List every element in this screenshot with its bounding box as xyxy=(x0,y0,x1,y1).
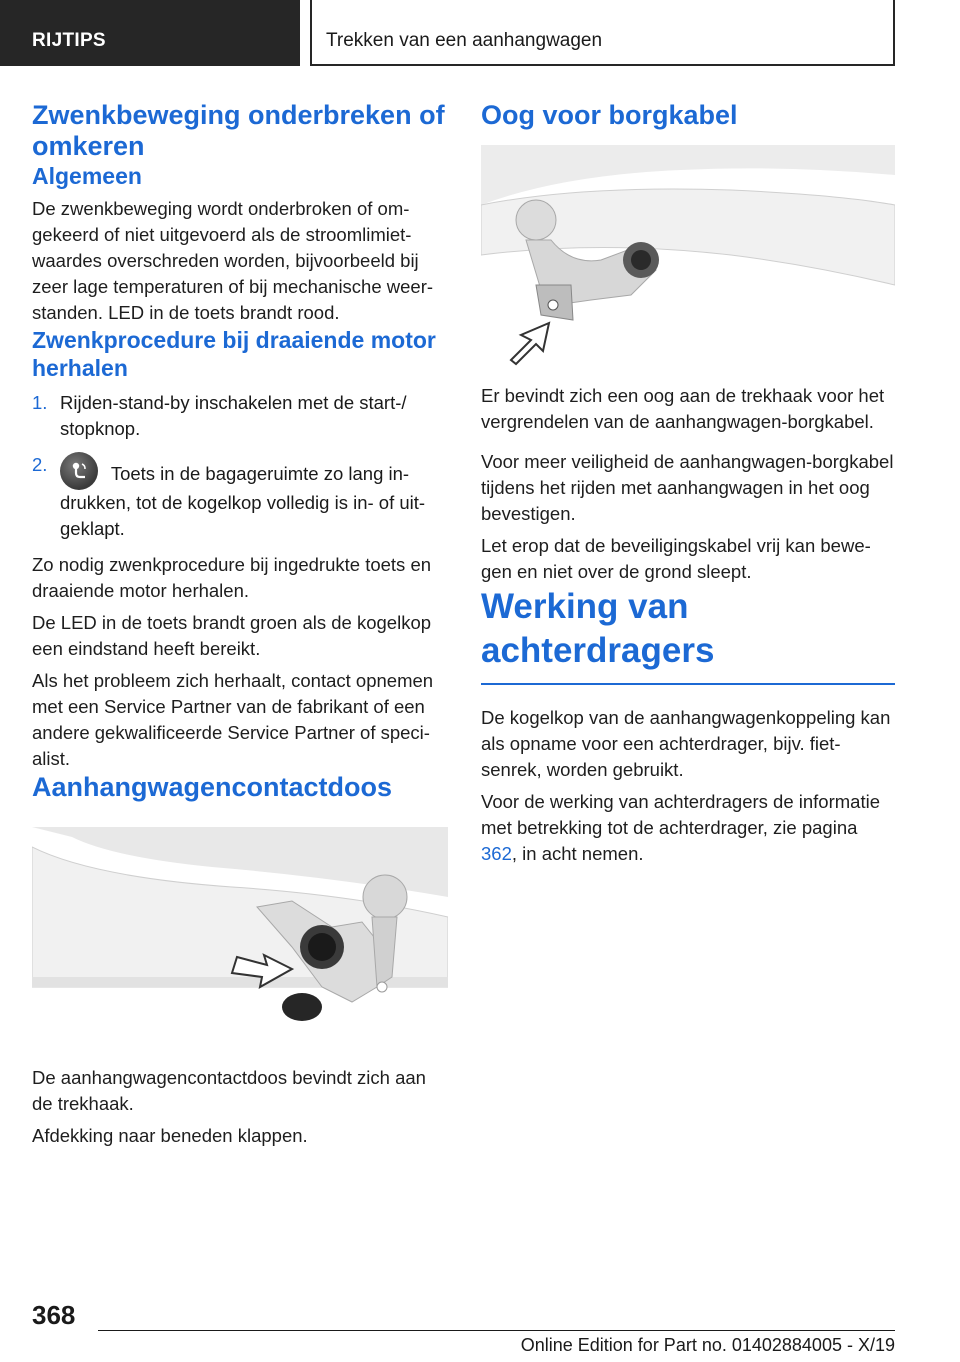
heading-socket: Aanhangwagencontactdoos xyxy=(32,772,393,802)
chapter-tab xyxy=(0,0,300,66)
paragraph-repeat-1: Zo nodig zwenkprocedure bij ingedrukte toets en draaiende motor herhalen. xyxy=(32,554,432,601)
paragraph-eye-1: Er bevindt zich een oog aan de trekhaak voor het vergrendelen van de aanhangwagen-borgkabel. xyxy=(481,385,885,432)
edition-text: Online Edition for Part no. 01402884005 - X/19 xyxy=(520,1335,895,1355)
heading-general: Algemeen xyxy=(32,163,142,189)
section-title: Trekken van een aanhangwagen xyxy=(326,30,603,51)
heading-eye: Oog voor borgkabel xyxy=(481,100,738,130)
eye-illustration xyxy=(481,145,895,369)
paragraph-socket-1: De aanhangwagencontactdoos bevindt zich aan de trekhaak. xyxy=(32,1067,426,1114)
steps-list xyxy=(32,390,448,542)
chapter-label: RIJTIPS xyxy=(32,30,106,51)
paragraph-general: De zwenkbeweging wordt onderbroken of omgekeerd of niet uitgevoerd als de stroomlimietwaardes overschreden worden, bijvoorbeeld bij zeer lage temperaturen of bij mechanische weerstanden. LED in de toets brandt rood. xyxy=(32,198,434,323)
paragraph-eye-2: Voor meer veiligheid de aanhangwagen-borgkabel tijdens het rijden met aanhangwagen in het oog bevestigen. xyxy=(481,451,894,524)
carriers-text-b: , in acht nemen. xyxy=(511,843,644,864)
socket-illustration xyxy=(32,827,448,1051)
footer-divider xyxy=(98,1330,895,1331)
heading-repeat: Zwenkprocedure bij draaiende motor herhalen xyxy=(32,327,436,381)
section-title-box xyxy=(310,0,895,66)
paragraph-carriers-2 xyxy=(481,789,895,867)
step-text: Toets in de bagageruimte zo lang indrukken, tot de kogelkop volledig is in- of uitgeklapt. xyxy=(60,463,426,539)
paragraph-socket-2: Afdekking naar beneden klappen. xyxy=(32,1125,308,1146)
step-text: Rijden-stand-by inschakelen met de start-/ stopknop. xyxy=(60,392,407,439)
left-column xyxy=(32,100,448,1149)
paragraph-eye-3: Let erop dat de beveiligingskabel vrij kan bewegen en niet over de grond sleept. xyxy=(481,535,871,582)
heading-swivel: Zwenkbeweging onderbreken of omkeren xyxy=(32,100,445,161)
trailer-hitch-button-icon xyxy=(60,452,98,490)
list-item xyxy=(32,390,448,442)
heading-carriers: Werking van achterdragers xyxy=(481,585,895,685)
page-number: 368 xyxy=(32,1300,76,1330)
step-number: 1. xyxy=(32,392,48,413)
paragraph-repeat-3: Als het probleem zich herhaalt, contact opnemen met een Service Partner van de fabrikant of een andere gekwalificeerde Service Partner of specialist. xyxy=(32,670,434,769)
list-item xyxy=(32,452,448,542)
step-number: 2. xyxy=(32,454,48,475)
page-reference-link[interactable]: 362 xyxy=(481,843,512,864)
carriers-text-a: Voor de werking van achterdragers de informatie met betrekking tot de achterdrager, zie pagina xyxy=(481,791,880,838)
paragraph-repeat-2: De LED in de toets brandt groen als de kogelkop een eindstand heeft bereikt. xyxy=(32,612,432,659)
paragraph-carriers-1: De kogelkop van de aanhangwagenkoppeling kan als opname voor een achterdrager, bijv. fietsenrek, worden gebruikt. xyxy=(481,707,891,780)
right-column xyxy=(481,100,895,867)
